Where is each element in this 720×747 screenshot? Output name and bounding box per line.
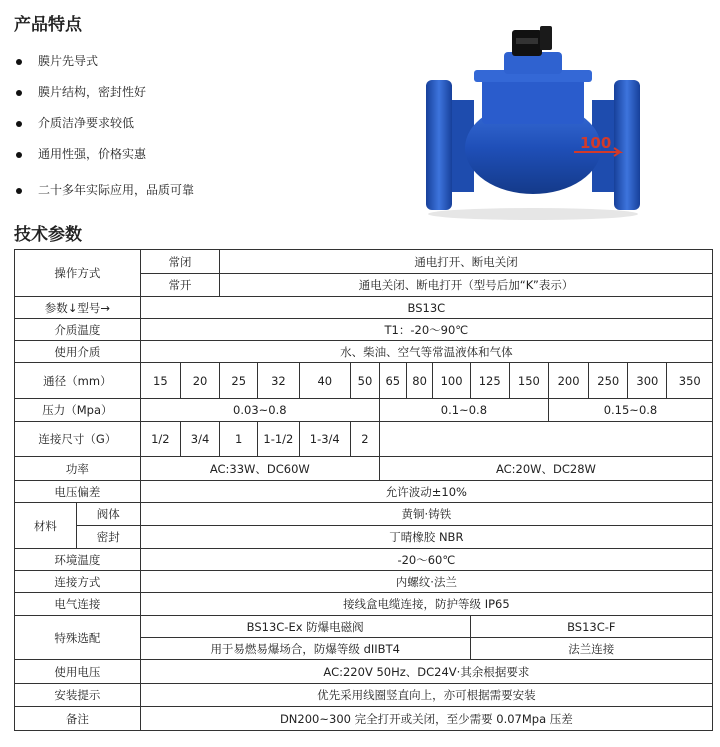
feature-item: 二十多年实际应用，品质可靠 xyxy=(16,181,194,198)
special-label: 特殊选配 xyxy=(15,616,141,660)
medium-label: 使用介质 xyxy=(15,341,141,363)
diameter-cell: 65 xyxy=(379,363,406,399)
diameter-cell: 40 xyxy=(299,363,351,399)
install-label: 安装提示 xyxy=(15,684,141,707)
supply-voltage-label: 使用电压 xyxy=(15,660,141,684)
model-label: 参数↓型号→ xyxy=(15,297,141,319)
operation-label: 操作方式 xyxy=(15,250,141,297)
connection-type-label: 连接方式 xyxy=(15,571,141,593)
feature-item: 介质洁净要求较低 xyxy=(16,114,134,131)
pressure-label: 压力（Mpa） xyxy=(15,399,141,422)
medium-temp-value: T1：-20～90℃ xyxy=(140,319,712,341)
body-label: 阀体 xyxy=(76,503,140,526)
diameter-label: 通径（mm） xyxy=(15,363,141,399)
power-label: 功率 xyxy=(15,457,141,481)
f-model: BS13C-F xyxy=(470,616,712,638)
diameter-cell: 80 xyxy=(406,363,433,399)
diameter-cell: 25 xyxy=(220,363,258,399)
seal-value: 丁晴橡胶 NBR xyxy=(140,526,712,549)
diameter-cell: 125 xyxy=(470,363,509,399)
power-value: AC:20W、DC28W xyxy=(379,457,712,481)
model-value: BS13C xyxy=(140,297,712,319)
seal-label: 密封 xyxy=(76,526,140,549)
bullet-icon xyxy=(16,121,22,127)
spec-table xyxy=(14,249,713,731)
material-label: 材料 xyxy=(15,503,77,549)
power-value: AC:33W、DC60W xyxy=(140,457,379,481)
connection-size-cell: 3/4 xyxy=(180,422,219,457)
diameter-cell: 200 xyxy=(548,363,588,399)
ex-desc: 用于易燃易爆场合，防爆等级 dIIBT4 xyxy=(140,638,470,660)
connection-size-cell: 1-3/4 xyxy=(299,422,351,457)
connection-size-cell: 2 xyxy=(351,422,380,457)
diameter-cell: 32 xyxy=(258,363,299,399)
diameter-cell: 150 xyxy=(509,363,548,399)
bullet-icon xyxy=(16,90,22,96)
voltage-dev-label: 电压偏差 xyxy=(15,481,141,503)
ex-model: BS13C-Ex 防爆电磁阀 xyxy=(140,616,470,638)
diameter-cell: 100 xyxy=(433,363,470,399)
install-value: 优先采用线圈竖直向上，亦可根据需要安装 xyxy=(140,684,712,707)
no-label: 常开 xyxy=(140,274,219,297)
connection-size-cell: 1 xyxy=(220,422,258,457)
bullet-icon xyxy=(16,59,22,65)
nc-label: 常闭 xyxy=(140,250,219,274)
note-label: 备注 xyxy=(15,707,141,731)
diameter-cell: 350 xyxy=(667,363,713,399)
features-heading: 产品特点 xyxy=(14,15,82,35)
env-temp-label: 环境温度 xyxy=(15,549,141,571)
feature-item: 通用性强，价格实惠 xyxy=(16,145,146,162)
no-desc: 通电关闭、断电打开（型号后加“K”表示） xyxy=(220,274,713,297)
connection-size-empty xyxy=(379,422,712,457)
body-value: 黄铜·铸铁 xyxy=(140,503,712,526)
bullet-icon xyxy=(16,152,22,158)
voltage-dev-value: 允许波动±10% xyxy=(140,481,712,503)
diameter-cell: 15 xyxy=(140,363,180,399)
pressure-range: 0.1~0.8 xyxy=(379,399,548,422)
diameter-cell: 300 xyxy=(628,363,667,399)
solenoid-valve-image xyxy=(412,0,654,222)
feature-item: 膜片结构，密封性好 xyxy=(16,83,146,100)
pressure-range: 0.03~0.8 xyxy=(140,399,379,422)
connection-type-value: 内螺纹·法兰 xyxy=(140,571,712,593)
supply-voltage-value: AC:220V 50Hz、DC24V·其余根据要求 xyxy=(140,660,712,684)
medium-value: 水、柴油、空气等常温液体和气体 xyxy=(140,341,712,363)
valve-marking: 100 xyxy=(580,134,612,152)
env-temp-value: -20～60℃ xyxy=(140,549,712,571)
specs-heading: 技术参数 xyxy=(14,225,82,245)
pressure-range: 0.15~0.8 xyxy=(548,399,712,422)
connection-size-label: 连接尺寸（G） xyxy=(15,422,141,457)
connection-size-cell: 1/2 xyxy=(140,422,180,457)
feature-item: 膜片先导式 xyxy=(16,52,98,69)
bullet-icon xyxy=(16,188,22,194)
note-value: DN200~300 完全打开或关闭，至少需要 0.07Mpa 压差 xyxy=(140,707,712,731)
diameter-cell: 20 xyxy=(180,363,219,399)
electrical-value: 接线盒电缆连接，防护等级 IP65 xyxy=(140,593,712,616)
medium-temp-label: 介质温度 xyxy=(15,319,141,341)
connection-size-cell: 1-1/2 xyxy=(258,422,299,457)
diameter-cell: 250 xyxy=(589,363,628,399)
f-desc: 法兰连接 xyxy=(470,638,712,660)
diameter-cell: 50 xyxy=(351,363,380,399)
electrical-label: 电气连接 xyxy=(15,593,141,616)
nc-desc: 通电打开、断电关闭 xyxy=(220,250,713,274)
